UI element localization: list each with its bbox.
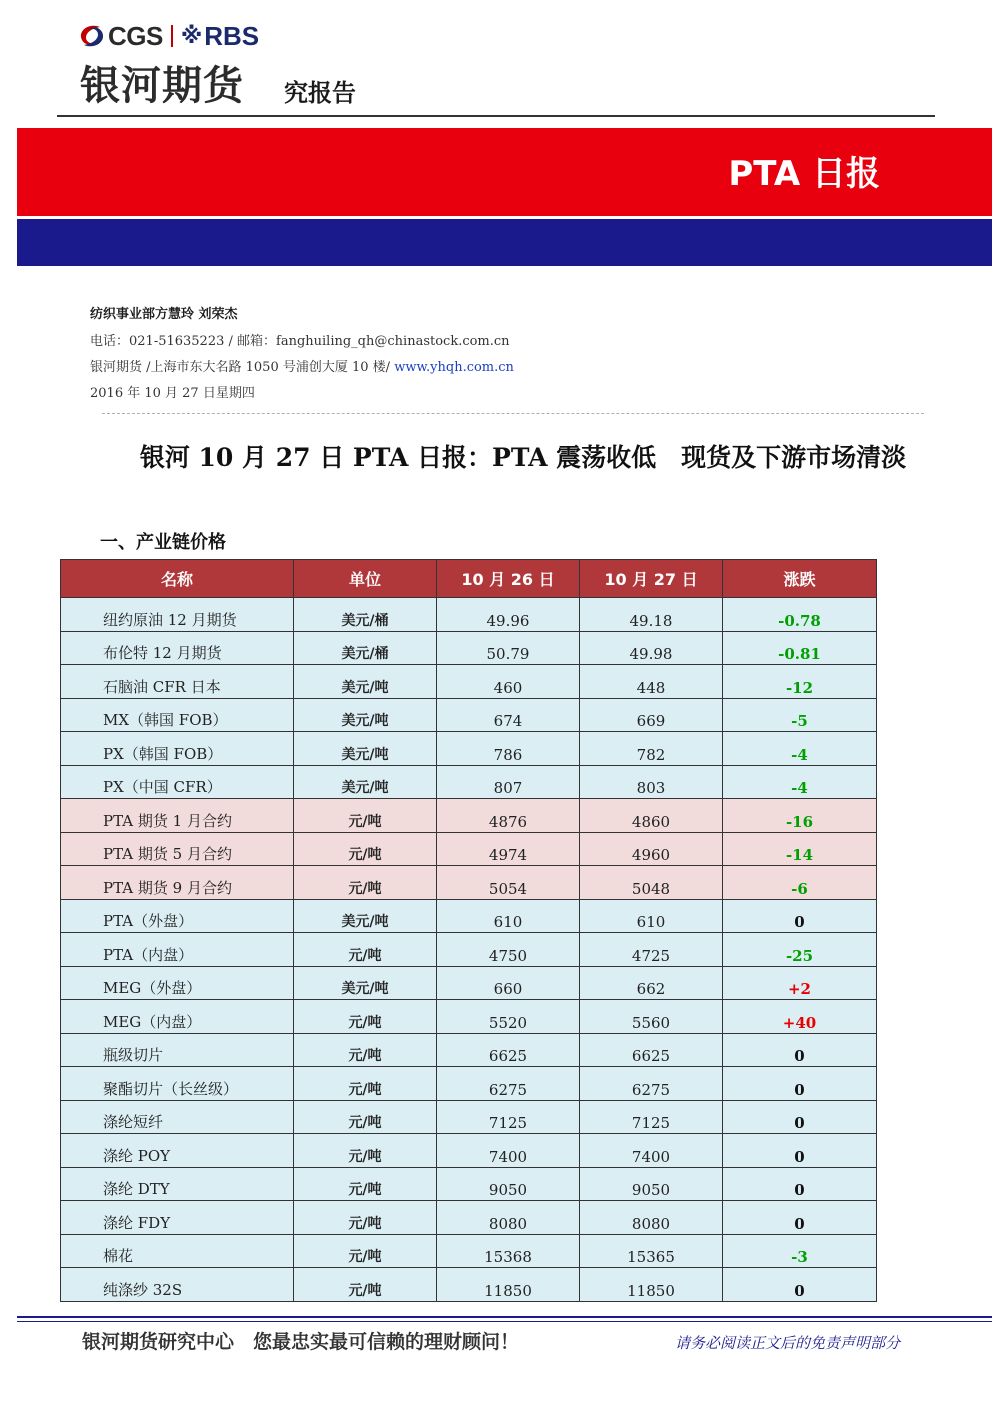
- cell-oct26: 4876: [437, 799, 580, 833]
- table-row: [61, 1134, 877, 1168]
- cell-name: 棉花: [61, 1234, 294, 1268]
- cell-change: +2: [723, 966, 877, 1000]
- cell-oct27: 5048: [580, 866, 723, 900]
- cell-oct26: 660: [437, 966, 580, 1000]
- cell-oct27: 8080: [580, 1201, 723, 1235]
- cell-change: -25: [723, 933, 877, 967]
- cell-unit: 元/吨: [294, 1134, 437, 1168]
- cell-oct26: 7125: [437, 1100, 580, 1134]
- cell-oct27: 7125: [580, 1100, 723, 1134]
- cell-oct27: 6275: [580, 1067, 723, 1101]
- cell-name: PTA 期货 9 月合约: [61, 866, 294, 900]
- cell-oct27: 7400: [580, 1134, 723, 1168]
- table-row: [61, 799, 877, 833]
- cell-name: PX（中国 CFR）: [61, 765, 294, 799]
- cell-oct26: 50.79: [437, 631, 580, 665]
- cell-change: +40: [723, 1000, 877, 1034]
- cell-oct26: 5520: [437, 1000, 580, 1034]
- cell-unit: 美元/吨: [294, 899, 437, 933]
- cell-unit: 元/吨: [294, 1067, 437, 1101]
- cell-oct27: 49.18: [580, 598, 723, 632]
- industry-chain-price-table: [60, 559, 877, 1302]
- table-row: [61, 598, 877, 632]
- cell-oct27: 4860: [580, 799, 723, 833]
- banner-title: PTA 日报: [728, 154, 880, 194]
- cell-change: 0: [723, 1201, 877, 1235]
- cell-oct26: 610: [437, 899, 580, 933]
- table-row: [61, 1000, 877, 1034]
- cell-change: 0: [723, 1167, 877, 1201]
- table-header-row: [61, 560, 877, 598]
- table-row: [61, 1100, 877, 1134]
- cell-name: 涤纶 FDY: [61, 1201, 294, 1235]
- table-row: [61, 1234, 877, 1268]
- cell-unit: 美元/吨: [294, 698, 437, 732]
- cell-name: 纽约原油 12 月期货: [61, 598, 294, 632]
- table-row: [61, 832, 877, 866]
- section-title: 一、产业链价格: [100, 532, 226, 553]
- table-row: [61, 732, 877, 766]
- cell-unit: 美元/吨: [294, 665, 437, 699]
- header-divider: [57, 115, 935, 117]
- table-row: [61, 966, 877, 1000]
- cell-unit: 美元/桶: [294, 598, 437, 632]
- cell-unit: 元/吨: [294, 866, 437, 900]
- cell-unit: 元/吨: [294, 933, 437, 967]
- cell-name: PX（韩国 FOB）: [61, 732, 294, 766]
- cell-unit: 元/吨: [294, 1234, 437, 1268]
- cell-oct27: 6625: [580, 1033, 723, 1067]
- cell-oct27: 4725: [580, 933, 723, 967]
- cell-name: MEG（外盘）: [61, 966, 294, 1000]
- table-row: [61, 665, 877, 699]
- cell-oct26: 8080: [437, 1201, 580, 1235]
- table-row: [61, 1167, 877, 1201]
- cell-oct26: 15368: [437, 1234, 580, 1268]
- footer-rule-thin: [17, 1321, 992, 1322]
- cell-change: 0: [723, 1268, 877, 1302]
- cell-oct27: 669: [580, 698, 723, 732]
- logo-separator: [171, 25, 173, 47]
- cell-unit: 元/吨: [294, 832, 437, 866]
- cell-oct26: 49.96: [437, 598, 580, 632]
- cell-oct27: 11850: [580, 1268, 723, 1302]
- footer-slogan: 银河期货研究中心 您最忠实最可信赖的理财顾问！: [82, 1331, 520, 1353]
- cell-change: -0.81: [723, 631, 877, 665]
- cell-oct26: 5054: [437, 866, 580, 900]
- cell-name: 涤纶 DTY: [61, 1167, 294, 1201]
- cell-change: 0: [723, 899, 877, 933]
- cell-unit: 元/吨: [294, 799, 437, 833]
- cell-unit: 元/吨: [294, 1268, 437, 1302]
- banner-blue-band: [17, 219, 992, 266]
- report-headline: 银河 10 月 27 日 PTA 日报：PTA 震荡收低 现货及下游市场清淡: [139, 443, 907, 472]
- cell-name: 涤纶短纤: [61, 1100, 294, 1134]
- cell-oct26: 786: [437, 732, 580, 766]
- header-unit: 单位: [294, 560, 437, 598]
- cell-unit: 元/吨: [294, 1167, 437, 1201]
- cell-oct27: 9050: [580, 1167, 723, 1201]
- cell-change: -5: [723, 698, 877, 732]
- cell-unit: 美元/吨: [294, 732, 437, 766]
- table-row: [61, 866, 877, 900]
- cell-unit: 元/吨: [294, 1033, 437, 1067]
- logo-cgs-text: CGS: [108, 20, 163, 51]
- footer-rule: [17, 1316, 992, 1318]
- cell-name: 瓶级切片: [61, 1033, 294, 1067]
- cell-oct26: 6275: [437, 1067, 580, 1101]
- cell-name: PTA（外盘）: [61, 899, 294, 933]
- table-row: [61, 899, 877, 933]
- cell-name: PTA 期货 5 月合约: [61, 832, 294, 866]
- header-oct26: 10 月 26 日: [437, 560, 580, 598]
- cell-oct27: 610: [580, 899, 723, 933]
- cell-name: 石脑油 CFR 日本: [61, 665, 294, 699]
- cell-unit: 美元/吨: [294, 765, 437, 799]
- cell-name: MEG（内盘）: [61, 1000, 294, 1034]
- cell-name: PTA 期货 1 月合约: [61, 799, 294, 833]
- address-text: 银河期货 /上海市东大名路 1050 号浦创大厦 10 楼/: [90, 360, 395, 375]
- cell-change: -3: [723, 1234, 877, 1268]
- cell-oct26: 6625: [437, 1033, 580, 1067]
- company-logo: [78, 20, 259, 52]
- cell-name: MX（韩国 FOB）: [61, 698, 294, 732]
- address-line: [90, 356, 514, 375]
- cell-name: 聚酯切片（长丝级）: [61, 1067, 294, 1101]
- report-type-label: 究报告: [284, 79, 356, 107]
- cell-unit: 元/吨: [294, 1201, 437, 1235]
- header-name: 名称: [61, 560, 294, 598]
- report-date: 2016 年 10 月 27 日星期四: [90, 386, 255, 401]
- cell-oct26: 11850: [437, 1268, 580, 1302]
- cell-change: 0: [723, 1100, 877, 1134]
- cell-name: PTA（内盘）: [61, 933, 294, 967]
- cell-oct26: 4974: [437, 832, 580, 866]
- author-names: 纺织事业部方慧玲 刘荣杰: [90, 307, 238, 322]
- cell-oct27: 15365: [580, 1234, 723, 1268]
- cell-change: -14: [723, 832, 877, 866]
- cell-oct26: 7400: [437, 1134, 580, 1168]
- brand-name: 银河期货: [80, 63, 244, 109]
- cell-oct27: 782: [580, 732, 723, 766]
- table-row: [61, 1268, 877, 1302]
- table-row: [61, 631, 877, 665]
- cell-oct27: 448: [580, 665, 723, 699]
- table-row: [61, 1067, 877, 1101]
- cell-change: 0: [723, 1067, 877, 1101]
- cell-oct26: 674: [437, 698, 580, 732]
- cell-unit: 美元/吨: [294, 966, 437, 1000]
- cell-oct27: 803: [580, 765, 723, 799]
- cell-change: 0: [723, 1033, 877, 1067]
- header-change: 涨跌: [723, 560, 877, 598]
- cell-oct26: 807: [437, 765, 580, 799]
- cell-name: 纯涤纱 32S: [61, 1268, 294, 1302]
- table-row: [61, 698, 877, 732]
- table-row: [61, 765, 877, 799]
- website-link[interactable]: www.yhqh.com.cn: [394, 360, 514, 375]
- dashed-divider: [102, 413, 924, 414]
- cell-name: 涤纶 POY: [61, 1134, 294, 1168]
- header-oct27: 10 月 27 日: [580, 560, 723, 598]
- contact-line: 电话：021-51635223 / 邮箱：fanghuiling_qh@chinastock.com.cn: [90, 334, 510, 349]
- table-row: [61, 933, 877, 967]
- cell-change: -12: [723, 665, 877, 699]
- table-row: [61, 1033, 877, 1067]
- cell-oct27: 5560: [580, 1000, 723, 1034]
- author-line: [90, 303, 238, 322]
- cell-change: 0: [723, 1134, 877, 1168]
- cell-unit: 元/吨: [294, 1100, 437, 1134]
- cell-change: -4: [723, 732, 877, 766]
- cell-unit: 元/吨: [294, 1000, 437, 1034]
- cell-oct26: 4750: [437, 933, 580, 967]
- cell-change: -4: [723, 765, 877, 799]
- rbs-star-logo-icon: ※: [180, 23, 203, 49]
- cell-name: 布伦特 12 月期货: [61, 631, 294, 665]
- cell-change: -16: [723, 799, 877, 833]
- cell-unit: 美元/桶: [294, 631, 437, 665]
- logo-rbs-text: RBS: [204, 20, 260, 51]
- cell-oct26: 9050: [437, 1167, 580, 1201]
- cell-oct27: 662: [580, 966, 723, 1000]
- table-row: [61, 1201, 877, 1235]
- cgs-swirl-logo-icon: [78, 23, 106, 49]
- footer-disclaimer-note: 请务必阅读正文后的免责声明部分: [674, 1334, 900, 1352]
- cell-change: -0.78: [723, 598, 877, 632]
- cell-change: -6: [723, 866, 877, 900]
- cell-oct27: 4960: [580, 832, 723, 866]
- cell-oct26: 460: [437, 665, 580, 699]
- cell-oct27: 49.98: [580, 631, 723, 665]
